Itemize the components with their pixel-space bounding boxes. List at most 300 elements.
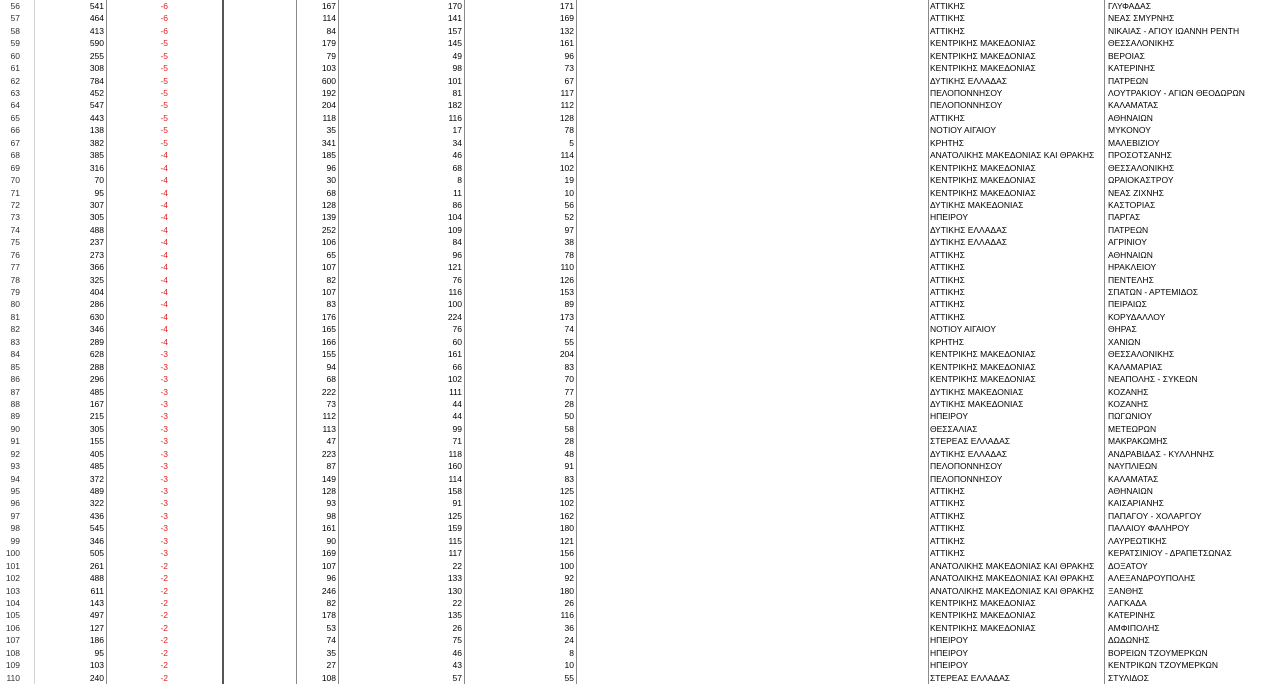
cell-value-d[interactable]: 114 [448,473,462,484]
row-number[interactable]: 61 [10,63,20,74]
cell-value-e[interactable]: 125 [559,486,574,497]
cell-region[interactable]: ΗΠΕΙΡΟΥ [930,635,968,646]
cell-value-c[interactable]: 167 [321,1,336,11]
row-number[interactable]: 98 [10,523,20,534]
cell-region[interactable]: ΑΤΤΙΚΗΣ [930,262,965,273]
cell-change[interactable]: -4 [160,249,168,260]
cell-value-c[interactable]: 73 [326,398,336,409]
row-number[interactable]: 81 [10,311,20,322]
cell-change[interactable]: -2 [160,672,168,683]
row-number[interactable]: 90 [10,423,20,434]
cell-municipality[interactable]: ΑΛΕΞΑΝΔΡΟΥΠΟΛΗΣ [1108,573,1196,584]
cell-change[interactable]: -4 [160,299,168,310]
row-number[interactable]: 70 [10,175,20,186]
cell-value-d[interactable]: 115 [448,535,462,546]
row-number[interactable]: 102 [5,573,20,584]
cell-value-d[interactable]: 117 [448,548,462,559]
cell-value-d[interactable]: 22 [452,597,462,608]
cell-value-e[interactable]: 78 [564,125,574,136]
row-number[interactable]: 57 [10,13,20,24]
row-number[interactable]: 89 [10,411,20,422]
cell-value-a[interactable]: 784 [89,75,104,86]
cell-value-c[interactable]: 82 [326,597,336,608]
cell-change[interactable]: -2 [160,610,168,621]
cell-municipality[interactable]: ΧΑΝΙΩΝ [1108,336,1141,347]
cell-municipality[interactable]: ΝΑΥΠΛΙΕΩΝ [1108,461,1158,472]
cell-change[interactable]: -5 [160,88,168,99]
cell-municipality[interactable]: ΩΡΑΙΟΚΑΣΤΡΟΥ [1108,175,1174,186]
cell-change[interactable]: -2 [160,560,168,571]
cell-region[interactable]: ΚΕΝΤΡΙΚΗΣ ΜΑΚΕΔΟΝΙΑΣ [930,361,1036,372]
cell-value-c[interactable]: 246 [321,585,336,596]
cell-value-a[interactable]: 366 [89,262,104,273]
cell-value-e[interactable]: 55 [564,336,574,347]
cell-value-e[interactable]: 126 [559,274,574,285]
cell-value-d[interactable]: 68 [452,162,462,173]
cell-value-e[interactable]: 132 [559,25,574,36]
cell-value-c[interactable]: 204 [321,100,336,111]
cell-region[interactable]: ΠΕΛΟΠΟΝΝΗΣΟΥ [930,473,1003,484]
cell-region[interactable]: ΗΠΕΙΡΟΥ [930,660,968,671]
row-number[interactable]: 83 [10,336,20,347]
cell-value-d[interactable]: 66 [452,361,462,372]
cell-value-d[interactable]: 81 [452,88,462,99]
cell-change[interactable]: -2 [160,635,168,646]
cell-value-d[interactable]: 224 [447,311,462,322]
cell-value-e[interactable]: 110 [560,262,574,273]
cell-change[interactable]: -3 [160,548,168,559]
cell-change[interactable]: -4 [160,274,168,285]
cell-change[interactable]: -3 [160,498,168,509]
cell-region[interactable]: ΑΝΑΤΟΛΙΚΗΣ ΜΑΚΕΔΟΝΙΑΣ ΚΑΙ ΘΡΑΚΗΣ [930,585,1095,596]
cell-value-e[interactable]: 55 [564,672,574,683]
cell-value-c[interactable]: 112 [322,411,336,422]
row-number[interactable]: 100 [5,548,20,559]
cell-region[interactable]: ΠΕΛΟΠΟΝΝΗΣΟΥ [930,100,1003,111]
cell-value-e[interactable]: 74 [564,324,574,335]
cell-region[interactable]: ΚΕΝΤΡΙΚΗΣ ΜΑΚΕΔΟΝΙΑΣ [930,610,1036,621]
cell-value-c[interactable]: 169 [321,548,336,559]
cell-value-a[interactable]: 261 [89,560,104,571]
cell-value-c[interactable]: 35 [326,125,336,136]
cell-value-e[interactable]: 114 [560,150,574,161]
cell-value-a[interactable]: 143 [89,597,104,608]
cell-value-c[interactable]: 161 [321,523,336,534]
cell-value-d[interactable]: 43 [452,660,462,671]
cell-municipality[interactable]: ΛΑΥΡΕΩΤΙΚΗΣ [1108,535,1167,546]
cell-value-d[interactable]: 133 [447,573,462,584]
cell-value-c[interactable]: 68 [326,374,336,385]
cell-region[interactable]: ΚΡΗΤΗΣ [930,137,965,148]
cell-value-a[interactable]: 590 [89,38,104,49]
cell-value-e[interactable]: 161 [559,38,574,49]
cell-change[interactable]: -3 [160,523,168,534]
cell-value-a[interactable]: 316 [89,162,104,173]
cell-change[interactable]: -4 [160,187,168,198]
cell-value-a[interactable]: 307 [89,199,104,210]
cell-value-a[interactable]: 305 [89,212,104,223]
row-number[interactable]: 85 [10,361,20,372]
cell-change[interactable]: -2 [160,660,168,671]
cell-region[interactable]: ΚΕΝΤΡΙΚΗΣ ΜΑΚΕΔΟΝΙΑΣ [930,63,1036,74]
cell-value-a[interactable]: 443 [89,112,104,123]
cell-value-c[interactable]: 30 [326,175,336,186]
row-number[interactable]: 80 [10,299,20,310]
cell-value-e[interactable]: 173 [559,311,574,322]
cell-value-a[interactable]: 127 [89,622,104,633]
cell-region[interactable]: ΔΥΤΙΚΗΣ ΜΑΚΕΔΟΝΙΑΣ [930,199,1024,210]
cell-value-a[interactable]: 155 [89,436,104,447]
cell-municipality[interactable]: ΚΑΤΕΡΙΝΗΣ [1108,63,1156,74]
row-number[interactable]: 62 [10,75,20,86]
cell-value-a[interactable]: 288 [89,361,104,372]
cell-municipality[interactable]: ΛΟΥΤΡΑΚΙΟΥ - ΑΓΙΩΝ ΘΕΟΔΩΡΩΝ [1108,88,1245,99]
row-number[interactable]: 77 [10,262,20,273]
cell-value-e[interactable]: 8 [569,647,574,658]
cell-value-d[interactable]: 116 [448,287,462,298]
cell-value-c[interactable]: 139 [321,212,336,223]
row-number[interactable]: 68 [10,150,20,161]
cell-value-a[interactable]: 405 [89,448,104,459]
cell-value-d[interactable]: 71 [452,436,462,447]
cell-municipality[interactable]: ΑΘΗΝΑΙΩΝ [1108,249,1153,260]
cell-value-c[interactable]: 114 [322,13,336,24]
cell-value-d[interactable]: 76 [452,274,462,285]
cell-value-a[interactable]: 413 [89,25,104,36]
cell-value-a[interactable]: 103 [89,660,104,671]
cell-value-a[interactable]: 485 [89,461,104,472]
cell-value-c[interactable]: 166 [321,336,336,347]
cell-value-d[interactable]: 26 [452,622,462,633]
cell-value-e[interactable]: 121 [559,535,574,546]
cell-value-e[interactable]: 91 [564,461,574,472]
row-number[interactable]: 106 [5,622,20,633]
cell-value-d[interactable]: 109 [447,224,462,235]
cell-municipality[interactable]: ΚΕΝΤΡΙΚΩΝ ΤΖΟΥΜΕΡΚΩΝ [1108,660,1219,671]
row-number[interactable]: 88 [10,398,20,409]
cell-value-d[interactable]: 11 [453,187,462,198]
cell-value-e[interactable]: 97 [564,224,574,235]
cell-municipality[interactable]: ΠΑΛΑΙΟΥ ΦΑΛΗΡΟΥ [1108,523,1190,534]
cell-municipality[interactable]: ΚΑΛΑΜΑΡΙΑΣ [1108,361,1163,372]
cell-region[interactable]: ΚΕΝΤΡΙΚΗΣ ΜΑΚΕΔΟΝΙΑΣ [930,50,1036,61]
cell-municipality[interactable]: ΒΟΡΕΙΩΝ ΤΖΟΥΜΕΡΚΩΝ [1108,647,1208,658]
cell-municipality[interactable]: ΠΑΡΓΑΣ [1108,212,1141,223]
cell-region[interactable]: ΔΥΤΙΚΗΣ ΜΑΚΕΔΟΝΙΑΣ [930,386,1024,397]
cell-municipality[interactable]: ΔΩΔΩΝΗΣ [1108,635,1150,646]
cell-change[interactable]: -3 [160,411,168,422]
cell-value-d[interactable]: 22 [452,560,462,571]
cell-value-d[interactable]: 118 [448,448,462,459]
cell-value-e[interactable]: 19 [564,175,574,186]
cell-value-a[interactable]: 545 [89,523,104,534]
cell-value-d[interactable]: 102 [447,374,462,385]
cell-region[interactable]: ΚΕΝΤΡΙΚΗΣ ΜΑΚΕΔΟΝΙΑΣ [930,349,1036,360]
cell-value-e[interactable]: 78 [564,249,574,260]
cell-value-c[interactable]: 179 [321,38,336,49]
cell-value-e[interactable]: 92 [564,573,574,584]
cell-value-a[interactable]: 497 [89,610,104,621]
cell-change[interactable]: -4 [160,162,168,173]
cell-change[interactable]: -2 [160,647,168,658]
cell-value-e[interactable]: 180 [559,585,574,596]
cell-value-a[interactable]: 289 [89,336,104,347]
cell-value-a[interactable]: 237 [89,237,104,248]
cell-region[interactable]: ΗΠΕΙΡΟΥ [930,411,968,422]
cell-value-a[interactable]: 628 [89,349,104,360]
cell-region[interactable]: ΔΥΤΙΚΗΣ ΕΛΛΑΔΑΣ [930,224,1007,235]
cell-value-c[interactable]: 84 [326,25,336,36]
cell-change[interactable]: -5 [160,38,168,49]
row-number[interactable]: 73 [10,212,20,223]
cell-change[interactable]: -4 [160,237,168,248]
cell-value-c[interactable]: 252 [321,224,336,235]
cell-value-a[interactable]: 95 [94,187,104,198]
cell-change[interactable]: -6 [160,13,168,24]
cell-value-c[interactable]: 27 [326,660,336,671]
row-number[interactable]: 78 [10,274,20,285]
cell-region[interactable]: ΗΠΕΙΡΟΥ [930,647,968,658]
row-number[interactable]: 76 [10,249,20,260]
cell-value-d[interactable]: 8 [457,175,462,186]
cell-municipality[interactable]: ΠΡΟΣΟΤΣΑΝΗΣ [1108,150,1172,161]
cell-municipality[interactable]: ΚΑΤΕΡΙΝΗΣ [1108,610,1156,621]
cell-region[interactable]: ΑΤΤΙΚΗΣ [930,112,965,123]
cell-change[interactable]: -5 [160,125,168,136]
cell-value-d[interactable]: 34 [452,137,462,148]
cell-municipality[interactable]: ΠΕΝΤΕΛΗΣ [1108,274,1154,285]
cell-municipality[interactable]: ΑΝΔΡΑΒΙΔΑΣ - ΚΥΛΛΗΝΗΣ [1108,448,1215,459]
cell-municipality[interactable]: ΝΕΑΠΟΛΗΣ - ΣΥΚΕΩΝ [1108,374,1198,385]
cell-municipality[interactable]: ΑΘΗΝΑΙΩΝ [1108,112,1153,123]
cell-municipality[interactable]: ΘΗΡΑΣ [1108,324,1137,335]
cell-value-c[interactable]: 113 [322,423,336,434]
cell-value-d[interactable]: 91 [452,498,462,509]
cell-region[interactable]: ΑΝΑΤΟΛΙΚΗΣ ΜΑΚΕΔΟΝΙΑΣ ΚΑΙ ΘΡΑΚΗΣ [930,150,1095,161]
cell-change[interactable]: -5 [160,100,168,111]
row-number[interactable]: 110 [6,672,20,683]
cell-value-e[interactable]: 67 [564,75,574,86]
cell-municipality[interactable]: ΝΙΚΑΙΑΣ - ΑΓΙΟΥ ΙΩΑΝΝΗ ΡΕΝΤΗ [1108,25,1240,36]
cell-change[interactable]: -2 [160,585,168,596]
row-number[interactable]: 87 [10,386,20,397]
cell-region[interactable]: ΑΤΤΙΚΗΣ [930,486,965,497]
cell-change[interactable]: -4 [160,311,168,322]
cell-change[interactable]: -6 [160,1,168,11]
cell-value-e[interactable]: 102 [559,498,574,509]
cell-value-a[interactable]: 489 [89,486,104,497]
cell-value-a[interactable]: 167 [89,398,104,409]
cell-region[interactable]: ΣΤΕΡΕΑΣ ΕΛΛΑΔΑΣ [930,672,1011,683]
row-number[interactable]: 75 [10,237,20,248]
cell-municipality[interactable]: ΣΤΥΛΙΔΟΣ [1108,672,1149,683]
cell-value-d[interactable]: 96 [452,249,462,260]
cell-value-c[interactable]: 128 [321,199,336,210]
cell-value-c[interactable]: 74 [326,635,336,646]
cell-value-c[interactable]: 83 [326,299,336,310]
cell-value-a[interactable]: 488 [89,573,104,584]
cell-value-e[interactable]: 180 [559,523,574,534]
row-number[interactable]: 104 [5,597,20,608]
cell-value-d[interactable]: 44 [452,398,462,409]
cell-value-a[interactable]: 138 [89,125,104,136]
cell-value-e[interactable]: 156 [559,548,574,559]
cell-value-c[interactable]: 93 [326,498,336,509]
cell-value-a[interactable]: 630 [89,311,104,322]
cell-value-e[interactable]: 100 [559,560,574,571]
cell-change[interactable]: -4 [160,287,168,298]
row-number[interactable]: 63 [10,88,20,99]
cell-value-c[interactable]: 94 [326,361,336,372]
cell-value-a[interactable]: 70 [94,175,104,186]
cell-value-a[interactable]: 452 [89,88,104,99]
cell-value-d[interactable]: 157 [447,25,462,36]
cell-region[interactable]: ΑΤΤΙΚΗΣ [930,498,965,509]
cell-value-c[interactable]: 176 [321,311,336,322]
cell-value-e[interactable]: 169 [559,13,574,24]
cell-region[interactable]: ΚΕΝΤΡΙΚΗΣ ΜΑΚΕΔΟΝΙΑΣ [930,175,1036,186]
row-number[interactable]: 65 [10,112,20,123]
cell-value-d[interactable]: 98 [452,63,462,74]
cell-value-a[interactable]: 273 [89,249,104,260]
cell-value-a[interactable]: 464 [89,13,104,24]
row-number[interactable]: 105 [5,610,20,621]
cell-change[interactable]: -4 [160,199,168,210]
cell-change[interactable]: -3 [160,423,168,434]
cell-municipality[interactable]: ΚΑΛΑΜΑΤΑΣ [1108,473,1159,484]
cell-change[interactable]: -3 [160,473,168,484]
row-number[interactable]: 72 [10,199,20,210]
row-number[interactable]: 71 [10,187,20,198]
cell-municipality[interactable]: ΑΜΦΙΠΟΛΗΣ [1108,622,1160,633]
row-number[interactable]: 93 [10,461,20,472]
cell-value-c[interactable]: 600 [321,75,336,86]
row-number[interactable]: 94 [10,473,20,484]
cell-change[interactable]: -4 [160,324,168,335]
row-number[interactable]: 108 [5,647,20,658]
cell-region[interactable]: ΚΕΝΤΡΙΚΗΣ ΜΑΚΕΔΟΝΙΑΣ [930,622,1036,633]
cell-value-a[interactable]: 611 [90,585,104,596]
cell-change[interactable]: -3 [160,461,168,472]
cell-region[interactable]: ΠΕΛΟΠΟΝΝΗΣΟΥ [930,88,1003,99]
cell-change[interactable]: -4 [160,175,168,186]
cell-region[interactable]: ΑΤΤΙΚΗΣ [930,523,965,534]
cell-municipality[interactable]: ΝΕΑΣ ΣΜΥΡΝΗΣ [1108,13,1175,24]
cell-value-d[interactable]: 86 [452,199,462,210]
cell-value-d[interactable]: 170 [447,1,462,11]
cell-value-c[interactable]: 82 [326,274,336,285]
cell-value-e[interactable]: 52 [564,212,574,223]
cell-value-c[interactable]: 192 [321,88,336,99]
cell-value-c[interactable]: 103 [321,63,336,74]
cell-region[interactable]: ΚΕΝΤΡΙΚΗΣ ΜΑΚΕΔΟΝΙΑΣ [930,187,1036,198]
cell-value-a[interactable]: 436 [89,510,104,521]
cell-value-d[interactable]: 158 [447,486,462,497]
row-number[interactable]: 74 [10,224,20,235]
cell-municipality[interactable]: ΔΟΞΑΤΟΥ [1108,560,1148,571]
cell-value-d[interactable]: 182 [447,100,462,111]
cell-value-d[interactable]: 161 [447,349,462,360]
cell-region[interactable]: ΑΤΤΙΚΗΣ [930,535,965,546]
cell-value-e[interactable]: 89 [564,299,574,310]
cell-value-d[interactable]: 57 [452,672,462,683]
cell-region[interactable]: ΚΕΝΤΡΙΚΗΣ ΜΑΚΕΔΟΝΙΑΣ [930,38,1036,49]
cell-municipality[interactable]: ΛΑΓΚΑΔΑ [1108,597,1147,608]
cell-value-c[interactable]: 185 [321,150,336,161]
cell-municipality[interactable]: ΞΑΝΘΗΣ [1108,585,1144,596]
cell-value-a[interactable]: 308 [89,63,104,74]
row-number[interactable]: 56 [10,1,20,11]
cell-region[interactable]: ΣΤΕΡΕΑΣ ΕΛΛΑΔΑΣ [930,436,1011,447]
cell-region[interactable]: ΑΝΑΤΟΛΙΚΗΣ ΜΑΚΕΔΟΝΙΑΣ ΚΑΙ ΘΡΑΚΗΣ [930,573,1095,584]
cell-value-e[interactable]: 10 [564,660,574,671]
cell-municipality[interactable]: ΚΟΖΑΝΗΣ [1108,398,1149,409]
cell-municipality[interactable]: ΑΓΡΙΝΙΟΥ [1108,237,1147,248]
cell-municipality[interactable]: ΠΑΠΑΓΟΥ - ΧΟΛΑΡΓΟΥ [1108,510,1202,521]
row-number[interactable]: 107 [5,635,20,646]
cell-value-d[interactable]: 84 [452,237,462,248]
row-number[interactable]: 91 [10,436,20,447]
cell-value-c[interactable]: 341 [321,137,336,148]
cell-municipality[interactable]: ΘΕΣΣΑΛΟΝΙΚΗΣ [1108,38,1175,49]
cell-value-e[interactable]: 36 [564,622,574,633]
row-number[interactable]: 60 [10,50,20,61]
cell-value-c[interactable]: 53 [326,622,336,633]
cell-value-d[interactable]: 125 [447,510,462,521]
cell-value-e[interactable]: 128 [559,112,574,123]
cell-region[interactable]: ΑΤΤΙΚΗΣ [930,249,965,260]
cell-region[interactable]: ΑΤΤΙΚΗΣ [930,1,965,11]
cell-region[interactable]: ΚΡΗΤΗΣ [930,336,965,347]
cell-value-c[interactable]: 106 [321,237,336,248]
cell-region[interactable]: ΝΟΤΙΟΥ ΑΙΓΑΙΟΥ [930,125,997,136]
cell-value-c[interactable]: 222 [321,386,336,397]
cell-value-c[interactable]: 35 [326,647,336,658]
cell-change[interactable]: -5 [160,63,168,74]
row-number[interactable]: 96 [10,498,20,509]
cell-region[interactable]: ΚΕΝΤΡΙΚΗΣ ΜΑΚΕΔΟΝΙΑΣ [930,162,1036,173]
cell-value-a[interactable]: 255 [89,50,104,61]
cell-region[interactable]: ΘΕΣΣΑΛΙΑΣ [930,423,978,434]
cell-value-e[interactable]: 56 [564,199,574,210]
cell-municipality[interactable]: ΜΑΚΡΑΚΩΜΗΣ [1108,436,1168,447]
cell-value-c[interactable]: 128 [321,486,336,497]
cell-value-e[interactable]: 153 [559,287,574,298]
cell-municipality[interactable]: ΘΕΣΣΑΛΟΝΙΚΗΣ [1108,349,1175,360]
cell-value-c[interactable]: 96 [326,573,336,584]
cell-municipality[interactable]: ΗΡΑΚΛΕΙΟΥ [1108,262,1157,273]
cell-municipality[interactable]: ΘΕΣΣΑΛΟΝΙΚΗΣ [1108,162,1175,173]
cell-value-d[interactable]: 101 [447,75,462,86]
cell-value-a[interactable]: 286 [89,299,104,310]
cell-value-c[interactable]: 108 [321,672,336,683]
cell-municipality[interactable]: ΓΛΥΦΑΔΑΣ [1108,1,1151,11]
cell-region[interactable]: ΔΥΤΙΚΗΣ ΕΛΛΑΔΑΣ [930,237,1007,248]
cell-value-d[interactable]: 130 [447,585,462,596]
cell-value-e[interactable]: 83 [564,473,574,484]
cell-value-a[interactable]: 322 [89,498,104,509]
cell-change[interactable]: -5 [160,112,168,123]
cell-municipality[interactable]: ΝΕΑΣ ΖΙΧΝΗΣ [1108,187,1164,198]
cell-municipality[interactable]: ΠΕΙΡΑΙΩΣ [1108,299,1147,310]
cell-region[interactable]: ΑΤΤΙΚΗΣ [930,548,965,559]
cell-value-c[interactable]: 68 [326,187,336,198]
cell-change[interactable]: -3 [160,448,168,459]
cell-municipality[interactable]: ΚΕΡΑΤΣΙΝΙΟΥ - ΔΡΑΠΕΤΣΩΝΑΣ [1108,548,1232,559]
cell-value-e[interactable]: 10 [564,187,574,198]
cell-change[interactable]: -2 [160,573,168,584]
cell-value-d[interactable]: 116 [448,112,462,123]
